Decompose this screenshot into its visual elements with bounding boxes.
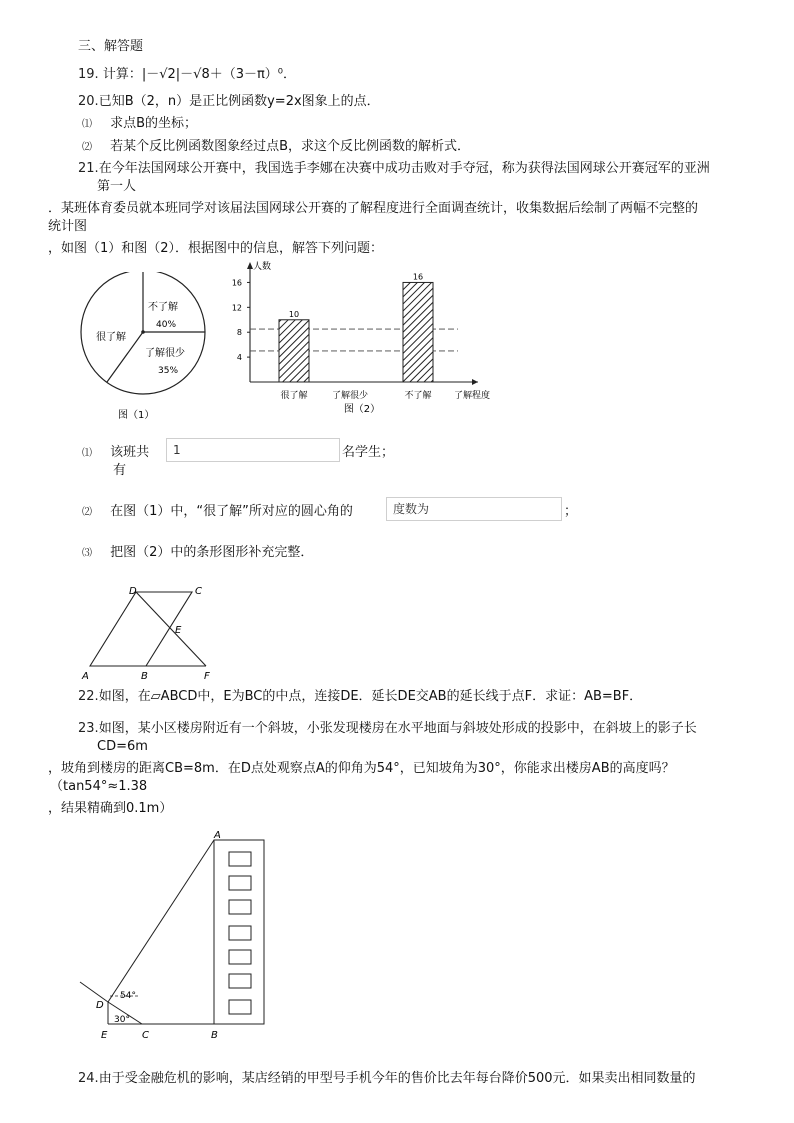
sub-number: ⑴ — [82, 448, 92, 459]
question-text: 计算： — [102, 67, 142, 82]
label-e: E — [101, 1030, 108, 1041]
sub-text: 把图（2）中的条形图形补充完整． — [110, 545, 314, 560]
slope-extension — [80, 982, 108, 1002]
parallelogram-figure — [74, 580, 224, 684]
sub-number: ⑶ — [82, 548, 92, 559]
pie-label-know-well: 很了解 — [96, 332, 126, 343]
y-tick-label: 16 — [231, 278, 242, 288]
question-number: 23. — [78, 721, 99, 736]
sub-text: 该班共 — [110, 445, 150, 460]
building-window — [229, 900, 251, 914]
question-20 — [78, 93, 380, 110]
pie-center — [141, 330, 145, 334]
sub-number: ⑴ — [82, 119, 92, 130]
pie-label-little-pct: 35% — [158, 366, 179, 376]
building-window — [229, 950, 251, 964]
question-21-line3: ．某班体育委员就本班同学对该届法国网球公开赛的了解程度进行全面调查统计，收集数据后绘制了两幅不完整的 — [48, 201, 699, 216]
question-21-sub3 — [82, 544, 313, 562]
central-angle-input[interactable]: 度数为 — [386, 497, 562, 521]
sub-text: 求点B的坐标； — [110, 116, 198, 131]
question-21-line2: 第一人 — [97, 179, 137, 194]
y-tick-label: 4 — [236, 353, 242, 363]
question-23-line3: ，坡角到楼房的距离CB=8m．在D点处观察点A的仰角为54°，已知坡角为30°，你能求出楼房AB的高度吗？ — [48, 761, 675, 776]
question-23-line5: ，结果精确到0.1m） — [48, 801, 173, 816]
bar-chart-figure — [226, 254, 506, 424]
question-21-sub1 — [82, 444, 149, 462]
question-number: 24. — [78, 1071, 99, 1086]
building-window — [229, 852, 251, 866]
building-window — [229, 926, 251, 940]
x-axis-label: 了解程度 — [454, 391, 491, 401]
question-23-line4: （tan54°≈1.38 — [50, 779, 148, 794]
question-24 — [78, 1070, 696, 1087]
pie-label-not-know: 不了解 — [148, 302, 178, 313]
question-21-line5: ，如图（1）和图（2）．根据图中的信息，解答下列问题： — [48, 241, 384, 256]
sub-number: ⑵ — [82, 507, 92, 518]
x-category-label: 很了解 — [280, 391, 308, 401]
pie-label-not-know-pct: 40% — [156, 320, 177, 330]
question-text: 如图，在▱ABCD中，E为BC的中点，连接DE．延长DE交AB的延长线于点F．求证：AB=BF． — [98, 689, 643, 704]
bar-know-well — [279, 320, 309, 382]
building-window — [229, 876, 251, 890]
segment-df — [136, 592, 206, 666]
question-19 — [78, 66, 296, 83]
y-tick-label: 8 — [236, 328, 242, 338]
bar-not-know — [403, 282, 433, 382]
label-d: D — [96, 1000, 104, 1011]
question-21-line4: 统计图 — [48, 219, 88, 234]
angle-30-label: 30° — [114, 1015, 130, 1025]
question-number: 20. — [78, 94, 99, 109]
question-21-sub2-post: ； — [564, 504, 578, 519]
pie-label-little: 了解很少 — [145, 348, 185, 359]
sub-number: ⑵ — [82, 142, 92, 153]
label-b: B — [211, 1030, 218, 1041]
question-23-line2: CD=6m — [97, 739, 148, 754]
question-21-sub2 — [82, 503, 353, 521]
question-text: 由于受金融危机的影响，某店经销的甲型号手机今年的售价比去年每台降价500元．如果卖出相同数量的 — [98, 1071, 696, 1086]
pie-caption: 图（1） — [118, 410, 155, 421]
building-window — [229, 1000, 251, 1014]
bar-chart-plot — [232, 260, 490, 415]
math-expression: |－√2|－√8＋（3－π）⁰． — [141, 67, 297, 82]
x-category-label: 不了解 — [404, 391, 432, 401]
question-text: 在今年法国网球公开赛中，我国选手李娜在决赛中成功击败对手夺冠，称为获得法国网球公开赛冠军的亚洲 — [98, 161, 710, 176]
bar-chart-caption: 图（2） — [343, 404, 381, 415]
label-d: D — [129, 586, 137, 597]
question-21-sub1-cont: 有 — [113, 463, 127, 478]
label-e: E — [175, 625, 182, 636]
building-window — [229, 974, 251, 988]
pie-chart-figure — [70, 272, 220, 424]
building-slope-figure — [74, 826, 274, 1044]
sub-text: 若某个反比例函数图象经过点B，求这个反比例函数的解析式． — [110, 139, 471, 154]
question-21-line1 — [78, 160, 710, 177]
question-23-line1 — [78, 720, 697, 737]
sub-text: 在图（1）中，“很了解”所对应的圆心角的 — [110, 504, 353, 519]
question-20-sub2 — [82, 138, 470, 156]
section-title: 三、解答题 — [78, 39, 144, 54]
label-c: C — [142, 1030, 149, 1041]
angle-54-label: 54° — [120, 991, 136, 1001]
label-c: C — [195, 586, 202, 597]
x-axis-arrow — [472, 379, 478, 385]
sight-line-da — [108, 840, 214, 1002]
question-number: 19. — [78, 67, 99, 82]
bar-data-label: 16 — [412, 272, 424, 282]
label-b: B — [141, 671, 148, 682]
label-a: A — [214, 830, 221, 841]
question-number: 21. — [78, 161, 99, 176]
x-category-label: 了解很少 — [331, 391, 369, 401]
question-20-sub1 — [82, 115, 197, 133]
bar-data-label: 10 — [288, 309, 300, 319]
question-22 — [78, 688, 642, 705]
question-21-sub1-post: 名学生； — [342, 445, 395, 460]
y-tick-label: 12 — [231, 303, 242, 313]
question-text: 如图，某小区楼房附近有一个斜坡，小张发现楼房在水平地面与斜坡处形成的投影中，在斜坡上的影子长 — [98, 721, 697, 736]
label-f: F — [204, 671, 210, 682]
label-a: A — [82, 671, 89, 682]
question-number: 22. — [78, 689, 99, 704]
question-text: 已知B（2，n）是正比例函数y=2x图象上的点． — [98, 94, 380, 109]
student-count-input[interactable]: 1 — [166, 438, 340, 462]
y-axis-label: 人数 — [253, 262, 272, 272]
